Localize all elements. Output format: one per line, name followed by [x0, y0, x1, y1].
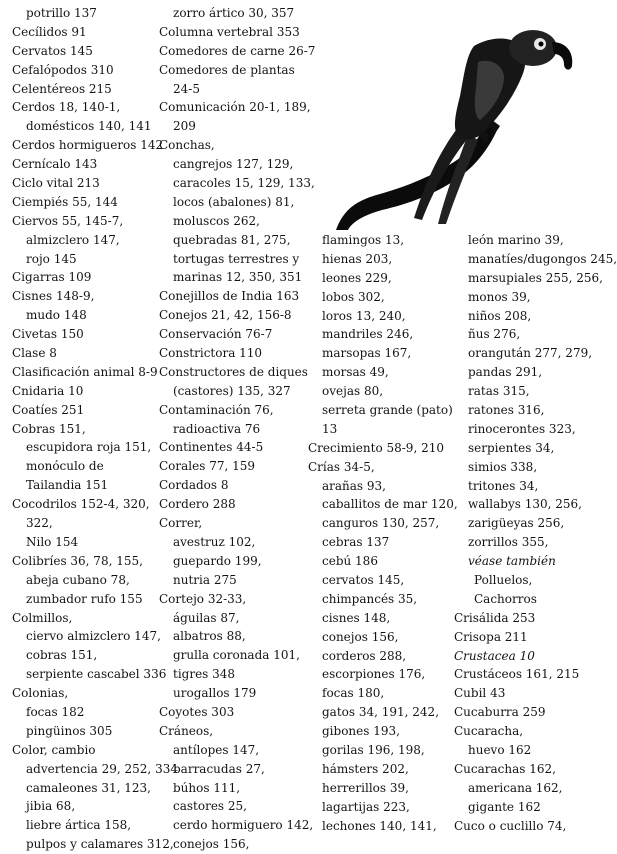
index-entry: focas 182 — [26, 704, 85, 719]
index-entry: lagartijas 223, — [322, 799, 410, 814]
index-column-1 — [12, 4, 178, 854]
index-entry: Cuco o cuclillo 74, — [454, 818, 567, 833]
index-entry: pulpos y calamares 312, — [26, 837, 174, 852]
index-entry: lobos 302, — [322, 289, 385, 304]
index-entry: Columna vertebral 353 — [159, 24, 300, 39]
index-entry: Corales 77, 159 — [159, 459, 256, 474]
index-entry: Colonias, — [12, 686, 69, 701]
index-entry: Cordados 8 — [159, 478, 229, 493]
index-entry: liebre ártica 158, — [26, 818, 132, 833]
index-entry: Cachorros — [474, 591, 537, 606]
index-entry: Color, cambio — [12, 742, 96, 757]
index-entry: Cucaracha, — [454, 724, 524, 739]
index-entry: Cobras 151, — [12, 421, 86, 436]
index-entry: zumbador rufo 155 — [26, 591, 143, 606]
index-entry: Crecimiento 58-9, 210 — [308, 440, 444, 455]
index-entry: Cnidaria 10 — [12, 383, 84, 398]
index-entry: 209 — [173, 119, 196, 134]
index-entry: radioactiva 76 — [173, 421, 261, 436]
index-column-2 — [159, 4, 315, 854]
index-entry: conejos 156, — [173, 837, 250, 852]
index-entry: Cigarras 109 — [12, 270, 92, 285]
index-entry: león marino 39, — [468, 233, 564, 247]
index-entry: arañas 93, — [322, 478, 386, 493]
index-entry: antílopes 147, — [173, 742, 260, 757]
index-entry: loros 13, 240, — [322, 308, 406, 323]
index-entry: advertencia 29, 252, 334 — [26, 761, 178, 776]
index-entry: Constructores de diques — [159, 364, 308, 379]
index-entry: niños 208, — [468, 308, 532, 323]
index-entry: Crisálida 253 — [454, 610, 536, 625]
index-entry: ciervo almizclero 147, — [26, 629, 161, 644]
index-entry: Civetas 150 — [12, 327, 84, 342]
index-entry: morsas 49, — [322, 365, 389, 380]
index-entry: rinocerontes 323, — [468, 421, 576, 436]
index-entry: leones 229, — [322, 270, 392, 285]
index-entry: Cefalópodos 310 — [12, 62, 114, 77]
beak-shape — [552, 42, 572, 70]
index-entry: huevo 162 — [468, 743, 532, 758]
index-entry: Conservación 76-7 — [159, 327, 273, 342]
index-entry: Nilo 154 — [26, 534, 79, 549]
index-entry: rojo 145 — [26, 251, 77, 266]
index-entry: escorpiones 176, — [322, 667, 426, 682]
index-entry: escupidora roja 151, — [26, 440, 152, 455]
index-entry: 322, — [26, 516, 53, 531]
index-entry: cebú 186 — [322, 554, 378, 569]
index-entry: Conejos 21, 42, 156-8 — [159, 308, 292, 323]
index-entry: zarigüeyas 256, — [468, 516, 565, 531]
index-entry: Colmillos, — [12, 610, 73, 625]
index-entry: caballitos de mar 120, — [322, 497, 458, 512]
index-entry: cebras 137 — [322, 535, 390, 550]
index-entry: Ciempiés 55, 144 — [12, 194, 118, 209]
index-entry: Cernícalo 143 — [12, 157, 98, 172]
index-column-4 — [454, 231, 617, 836]
index-entry: Cucarachas 162, — [454, 761, 556, 776]
index-entry: ovejas 80, — [322, 384, 384, 399]
index-entry: Colibríes 36, 78, 155, — [12, 553, 143, 568]
index-entry: simios 338, — [468, 459, 538, 474]
index-entry: Cocodrilos 152-4, 320, — [12, 497, 150, 512]
index-entry: Celentéreos 215 — [12, 81, 112, 96]
index-entry: gatos 34, 191, 242, — [322, 705, 440, 720]
index-entry: (castores) 135, 327 — [173, 383, 291, 398]
index-entry: almizclero 147, — [26, 232, 120, 247]
index-entry: Constrictora 110 — [159, 346, 263, 361]
index-entry: potrillo 137 — [26, 6, 97, 20]
index-entry: camaleones 31, 123, — [26, 780, 151, 795]
index-entry: mandriles 246, — [322, 327, 414, 342]
index-entry: tritones 34, — [468, 478, 539, 493]
index-entry: americana 162, — [468, 780, 563, 795]
index-entry: Cervatos 145 — [12, 43, 93, 58]
index-entry: Crustáceos 161, 215 — [454, 667, 580, 682]
index-entry: Crustacea 10 — [454, 648, 535, 663]
index-entry: marsopas 167, — [322, 346, 412, 361]
index-entry: jibia 68, — [26, 799, 76, 814]
index-entry: Comunicación 20-1, 189, — [159, 100, 311, 115]
index-entry: serreta grande (pato) — [322, 403, 453, 418]
index-entry: Cisnes 148-9, — [12, 289, 95, 304]
index-entry: chimpancés 35, — [322, 591, 418, 606]
index-entry: focas 180, — [322, 686, 385, 701]
index-entry: nutria 275 — [173, 572, 237, 587]
index-entry: gorilas 196, 198, — [322, 743, 425, 758]
index-entry: cangrejos 127, 129, — [173, 157, 294, 172]
index-entry: locos (abalones) 81, — [173, 194, 295, 209]
index-entry: monos 39, — [468, 289, 531, 304]
index-entry: Cecílidos 91 — [12, 24, 87, 39]
index-entry: tortugas terrestres y — [173, 251, 300, 266]
index-entry: Coatíes 251 — [12, 402, 85, 417]
index-entry: zorrillos 355, — [468, 535, 549, 550]
index-entry: 24-5 — [173, 81, 200, 96]
index-entry: pingüinos 305 — [26, 723, 113, 738]
index-entry: lechones 140, 141, — [322, 818, 437, 833]
index-entry: avestruz 102, — [173, 534, 256, 549]
index-entry: quebradas 81, 275, — [173, 232, 291, 247]
index-entry: urogallos 179 — [173, 686, 257, 701]
index-entry: Ciervos 55, 145-7, — [12, 213, 124, 228]
index-entry: Cráneos, — [159, 723, 214, 738]
index-entry: Cerdos 18, 140-1, — [12, 100, 121, 115]
index-entry: pandas 291, — [468, 365, 543, 380]
index-entry: albatros 88, — [173, 629, 246, 644]
parrot-photo — [328, 12, 600, 230]
index-entry: cerdo hormiguero 142, — [173, 818, 314, 833]
index-entry: domésticos 140, 141 — [26, 119, 152, 134]
index-column-3 — [308, 231, 458, 836]
index-entry: ratones 316, — [468, 403, 545, 418]
index-entry: águilas 87, — [173, 610, 240, 625]
index-entry: búhos 111, — [173, 780, 241, 795]
index-entry: Crías 34-5, — [308, 459, 375, 474]
index-entry: caracoles 15, 129, 133, — [173, 176, 315, 191]
index-entry: Correr, — [159, 516, 203, 531]
index-entry: herrerillos 39, — [322, 780, 409, 795]
index-entry: manatíes/dugongos 245, — [468, 251, 617, 266]
index-entry: gigante 162 — [468, 799, 541, 814]
index-entry: Cortejo 32-33, — [159, 591, 247, 606]
index-entry: grulla coronada 101, — [173, 648, 300, 663]
index-entry: ratas 315, — [468, 384, 530, 399]
index-entry: hienas 203, — [322, 251, 393, 266]
index-entry: cisnes 148, — [322, 610, 391, 625]
index-entry: flamingos 13, — [322, 233, 405, 247]
index-entry: castores 25, — [173, 799, 247, 814]
index-entry: wallabys 130, 256, — [468, 497, 582, 512]
index-entry: Comedores de carne 26-7 — [159, 43, 316, 58]
index-entry: Cerdos hormigueros 142 — [12, 138, 164, 153]
index-entry: ñus 276, — [468, 327, 521, 342]
index-entry: Coyotes 303 — [159, 704, 235, 719]
index-entry: cobras 151, — [26, 648, 98, 663]
index-entry: canguros 130, 257, — [322, 516, 440, 531]
index-entry: gibones 193, — [322, 724, 400, 739]
index-entry: Cucaburra 259 — [454, 705, 546, 720]
index-entry: mudo 148 — [26, 308, 87, 323]
index-entry: marsupiales 255, 256, — [468, 270, 603, 285]
index-entry: Crisopa 211 — [454, 629, 528, 644]
index-entry: corderos 288, — [322, 648, 407, 663]
index-entry: Comedores de plantas — [159, 62, 295, 77]
index-entry: Continentes 44-5 — [159, 440, 264, 455]
index-entry: Cordero 288 — [159, 497, 236, 512]
index-entry: Tailandia 151 — [26, 478, 109, 493]
index-entry: Clase 8 — [12, 346, 57, 361]
index-entry: Contaminación 76, — [159, 402, 274, 417]
index-entry: Cubil 43 — [454, 686, 506, 701]
index-entry: monóculo de — [26, 459, 104, 474]
index-entry: hámsters 202, — [322, 761, 409, 776]
index-entry: véase también — [468, 554, 556, 569]
index-entry: marinas 12, 350, 351 — [173, 270, 303, 285]
index-entry: orangután 277, 279, — [468, 346, 593, 361]
index-entry: Conchas, — [159, 138, 215, 153]
index-entry: conejos 156, — [322, 629, 399, 644]
head-shape — [509, 30, 557, 66]
index-entry: guepardo 199, — [173, 553, 262, 568]
index-entry: Polluelos, — [474, 573, 533, 588]
index-entry: barracudas 27, — [173, 761, 265, 776]
index-entry: Clasificación animal 8-9 — [12, 364, 158, 379]
index-entry: tigres 348 — [173, 667, 236, 682]
index-entry: zorro ártico 30, 357 — [173, 6, 295, 20]
index-entry: serpiente cascabel 336 — [26, 667, 167, 682]
index-entry: serpientes 34, — [468, 440, 555, 455]
index-entry: abeja cubano 78, — [26, 572, 130, 587]
index-entry: 13 — [322, 421, 338, 436]
index-entry: moluscos 262, — [173, 213, 260, 228]
index-entry: Ciclo vital 213 — [12, 176, 100, 191]
index-entry: Conejillos de India 163 — [159, 289, 300, 304]
index-entry: cervatos 145, — [322, 573, 405, 588]
